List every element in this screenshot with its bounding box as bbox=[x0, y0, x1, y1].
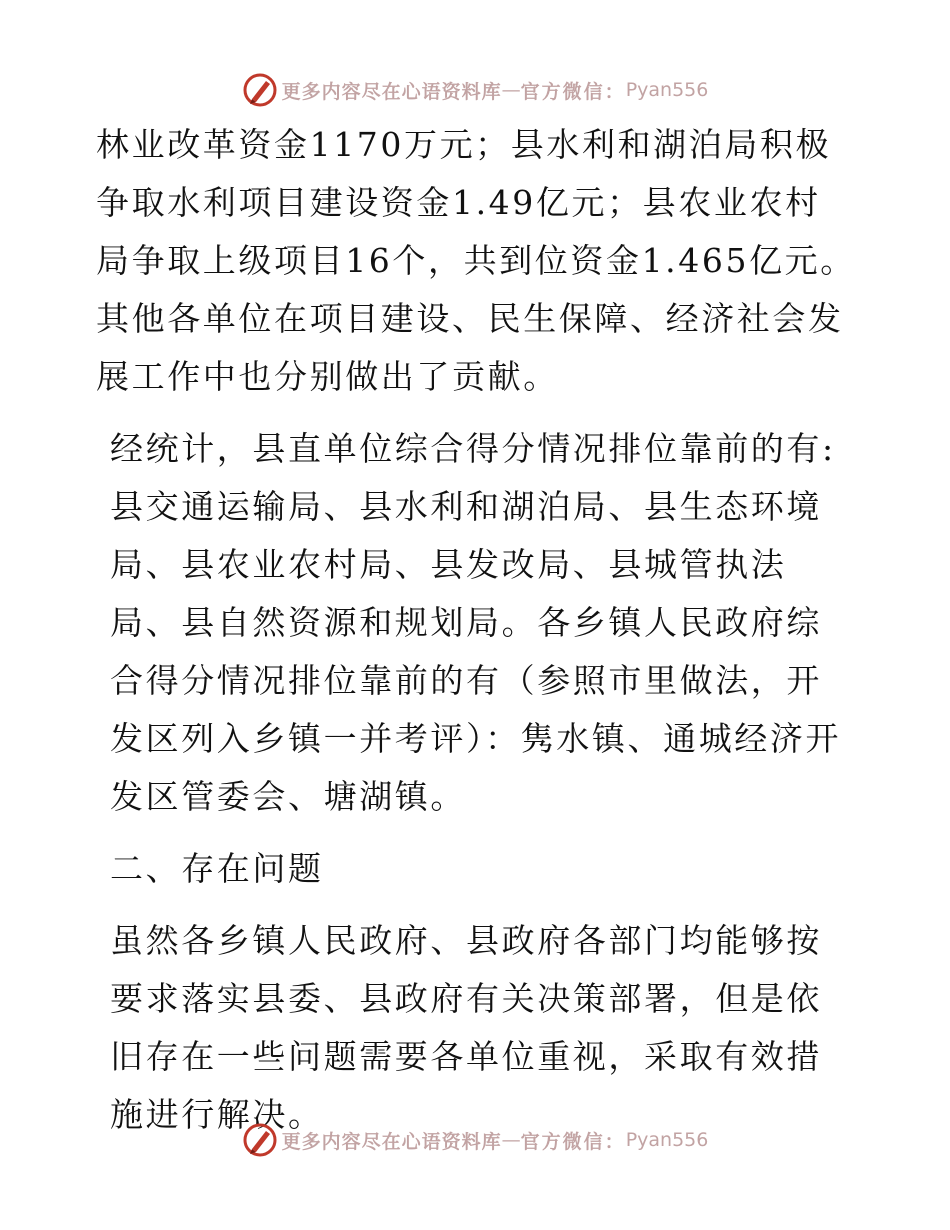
wechat-id: Pyan556 bbox=[625, 79, 709, 101]
watermark-separator: — bbox=[501, 79, 521, 101]
watermark-text: 更多内容尽在心语资料库 bbox=[281, 1130, 502, 1153]
watermark-text: 更多内容尽在心语资料库 bbox=[281, 80, 502, 103]
watermark-separator: — bbox=[501, 1129, 521, 1151]
paragraph-funding: 林业改革资金1170万元；县水利和湖泊局积极争取水利项目建设资金1.49亿元；县农业农村局争取上级项目16个，共到位资金1.465亿元。其他各单位在项目建设、民生保障、经济社会发展工作中也分别做出了贡献。 bbox=[96, 125, 856, 396]
section-heading: 二、存在问题 bbox=[110, 849, 324, 888]
wechat-label: 官方微信： bbox=[520, 1130, 626, 1153]
document-body bbox=[96, 116, 856, 1144]
wechat-id: Pyan556 bbox=[625, 1129, 709, 1151]
pen-logo-icon bbox=[242, 72, 278, 108]
paragraph-issues: 虽然各乡镇人民政府、县政府各部门均能够按要求落实县委、县政府有关决策部署，但是依旧存在一些问题需要各单位重视，采取有效措施进行解决。 bbox=[110, 921, 822, 1134]
header-watermark bbox=[0, 70, 950, 110]
wechat-label: 官方微信： bbox=[520, 80, 626, 103]
footer-watermark bbox=[0, 1120, 950, 1160]
pen-logo-icon bbox=[242, 1122, 278, 1158]
paragraph-rankings: 经统计，县直单位综合得分情况排位靠前的有: 县交通运输局、县水利和湖泊局、县生态环境局、县农业农村局、县发改局、县城管执法局、县自然资源和规划局。各乡镇人民政府综合得分情况排位靠前的有（参照市里做法，开发区列入乡镇一并考评）：隽水镇、通城经济开发区管委会、塘湖镇。 bbox=[110, 429, 842, 816]
